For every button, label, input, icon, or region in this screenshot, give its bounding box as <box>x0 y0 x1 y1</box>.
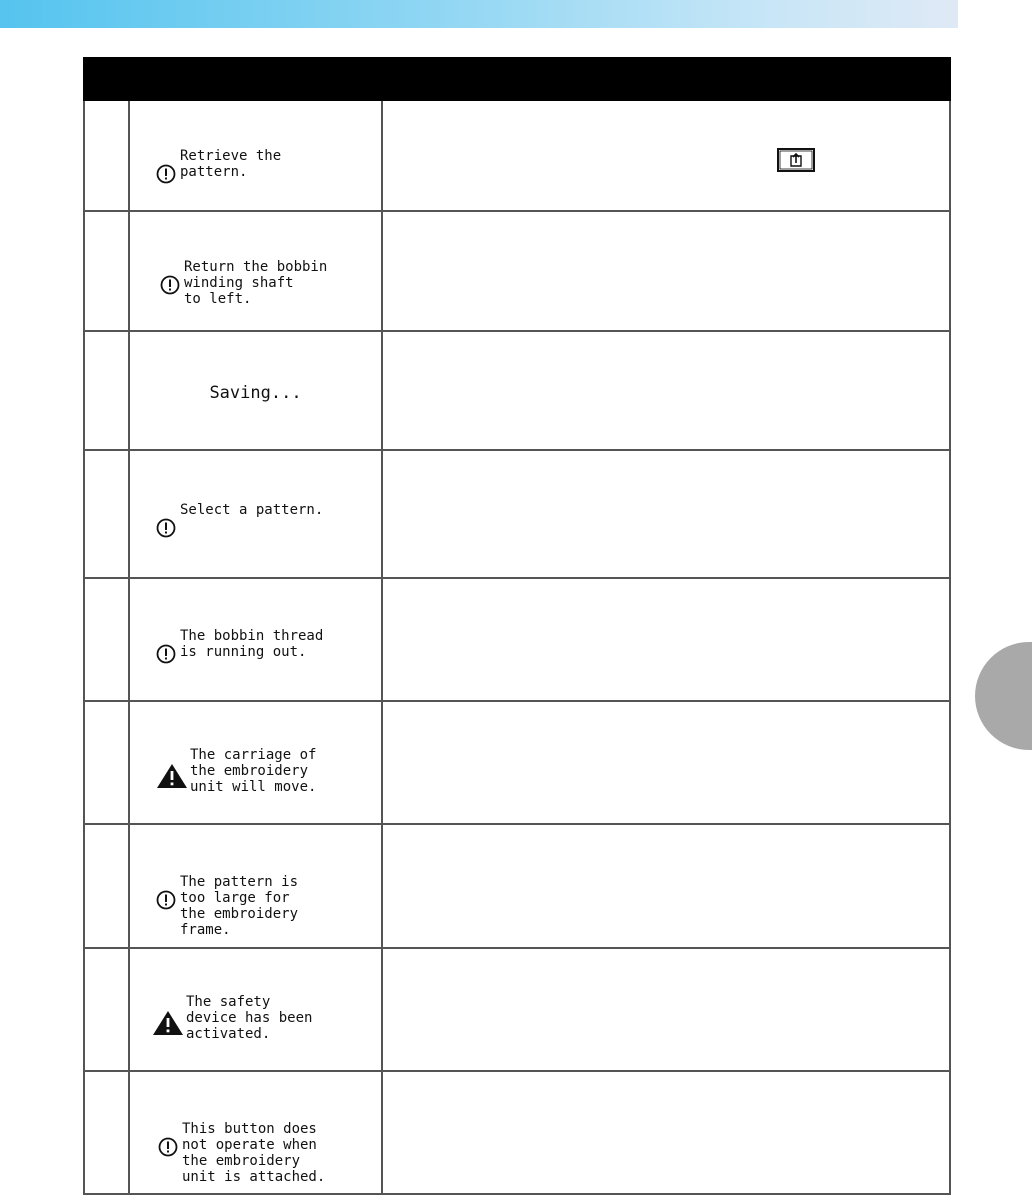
description-cell <box>382 100 950 211</box>
lcd-message: Saving... <box>209 383 302 403</box>
table-row <box>84 450 950 578</box>
row-number-cell <box>84 450 129 578</box>
chapter-side-tab <box>975 642 1032 750</box>
description-cell <box>382 701 950 824</box>
message-cell <box>129 450 382 578</box>
description-cell <box>382 824 950 948</box>
description-cell <box>382 578 950 701</box>
exclamation-circle-icon <box>156 628 176 668</box>
exclamation-circle-icon <box>160 259 180 299</box>
description-cell <box>382 1071 950 1194</box>
lcd-message: The pattern is too large for the embroidery frame. <box>180 874 299 938</box>
message-cell <box>129 824 382 948</box>
table-row <box>84 824 950 948</box>
message-cell <box>129 211 382 331</box>
header-description <box>382 58 950 100</box>
retrieve-key-icon <box>777 148 815 176</box>
message-cell <box>129 1071 382 1194</box>
lcd-message: This button does not operate when the embroidery unit is attached. <box>182 1121 326 1185</box>
message-cell <box>129 100 382 211</box>
table-header-row <box>84 58 950 100</box>
table-row <box>84 211 950 331</box>
lcd-message: Select a pattern. <box>180 502 324 518</box>
page-header-band <box>0 0 958 28</box>
table-row <box>84 948 950 1071</box>
row-number-cell <box>84 100 129 211</box>
row-number-cell <box>84 331 129 450</box>
row-number-cell <box>84 1071 129 1194</box>
message-cell <box>129 578 382 701</box>
exclamation-circle-icon <box>156 502 176 542</box>
row-number-cell <box>84 211 129 331</box>
warning-triangle-icon <box>152 994 184 1040</box>
table-row <box>84 331 950 450</box>
table-row <box>84 578 950 701</box>
description-cell <box>382 331 950 450</box>
description-cell <box>382 211 950 331</box>
description-cell <box>382 948 950 1071</box>
error-message-table <box>83 57 951 1195</box>
message-cell <box>129 331 382 450</box>
table-row <box>84 1071 950 1194</box>
row-number-cell <box>84 578 129 701</box>
exclamation-circle-icon <box>156 874 176 914</box>
lcd-message: The carriage of the embroidery unit will move. <box>190 747 317 795</box>
row-number-cell <box>84 948 129 1071</box>
header-number <box>84 58 129 100</box>
table-row <box>84 100 950 211</box>
header-message <box>129 58 382 100</box>
lcd-message: The bobbin thread is running out. <box>180 628 324 660</box>
message-cell <box>129 948 382 1071</box>
lcd-message: Retrieve the pattern. <box>180 148 282 180</box>
row-number-cell <box>84 824 129 948</box>
description-cell <box>382 450 950 578</box>
exclamation-circle-icon <box>158 1121 178 1161</box>
row-number-cell <box>84 701 129 824</box>
lcd-message: The safety device has been activated. <box>186 994 313 1042</box>
warning-triangle-icon <box>156 747 188 793</box>
message-cell <box>129 701 382 824</box>
exclamation-circle-icon <box>156 148 176 188</box>
table-row <box>84 701 950 824</box>
lcd-message: Return the bobbin winding shaft to left. <box>184 259 328 307</box>
